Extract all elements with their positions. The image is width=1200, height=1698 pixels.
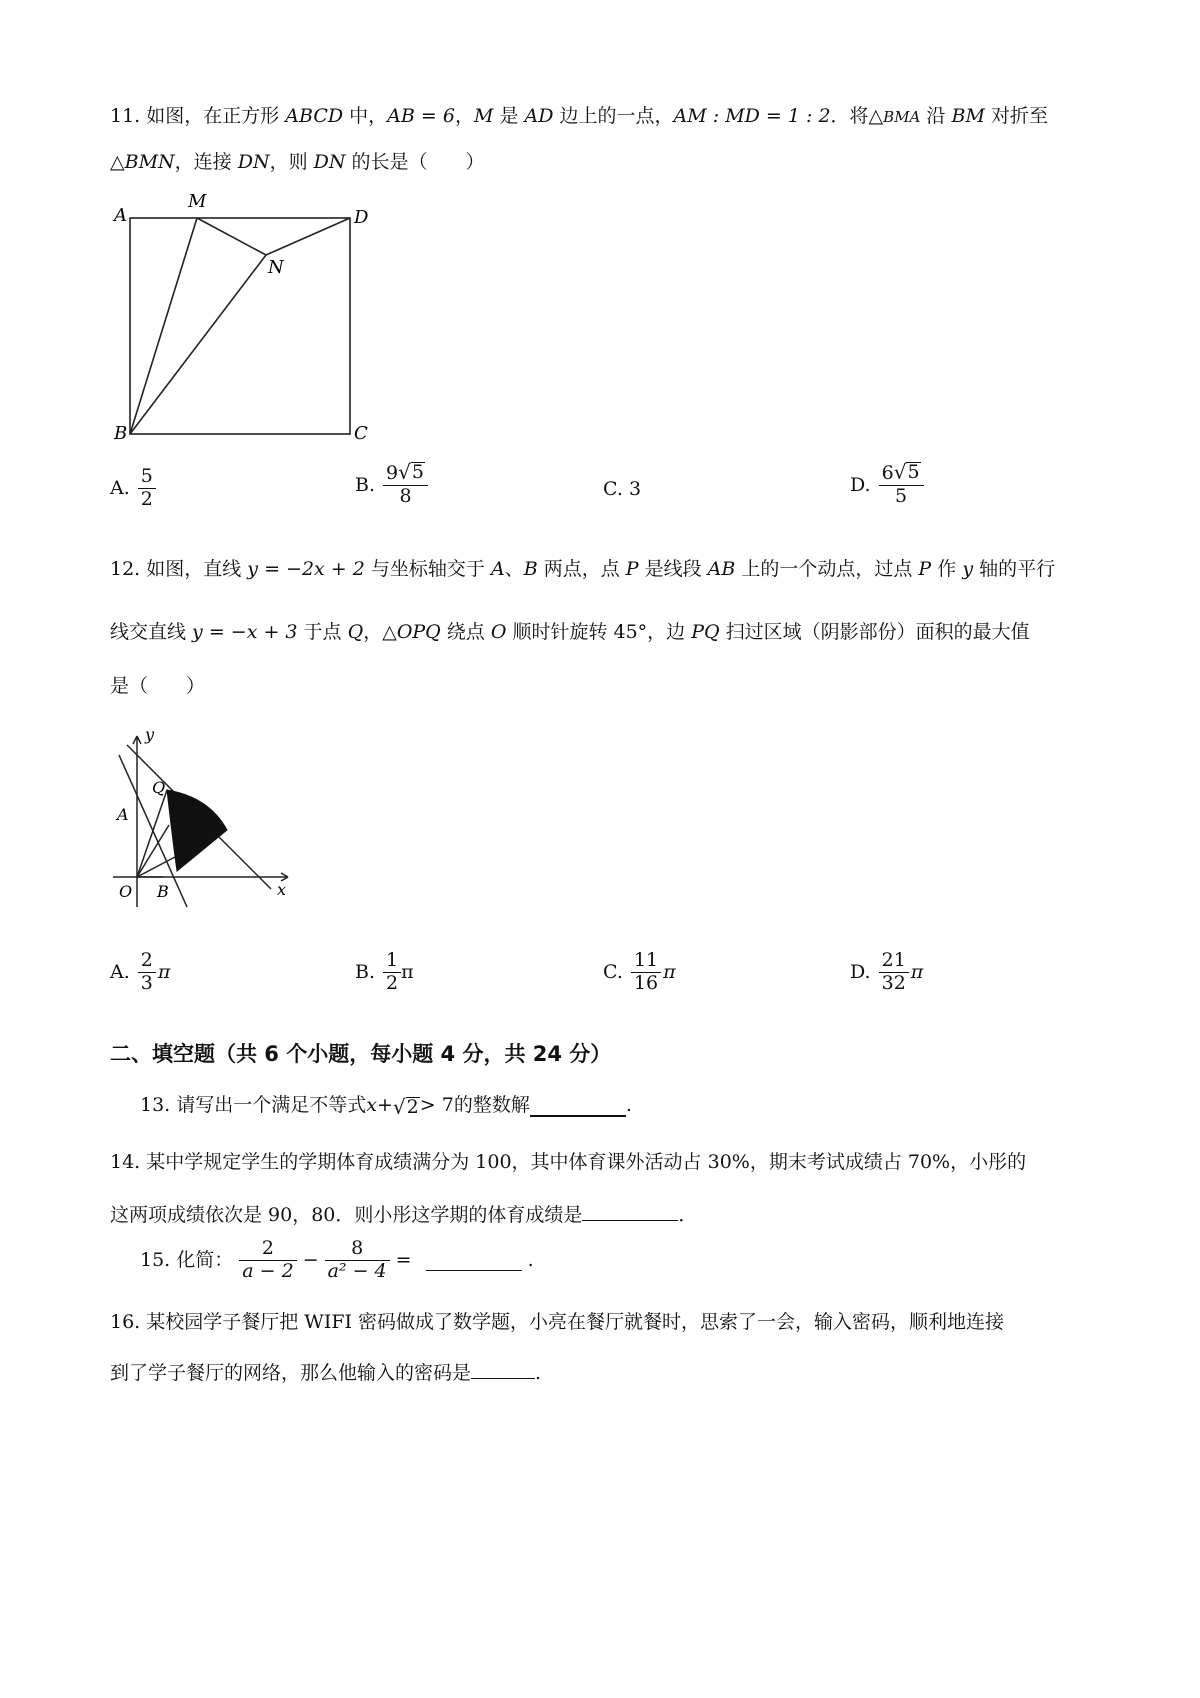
q14-line-2: 这两项成绩依次是 90，80．则小彤这学期的体育成绩是 ． xyxy=(110,1200,697,1227)
q12-line-3: 是（ ） xyxy=(110,675,206,697)
label-c: C xyxy=(354,423,368,444)
q12-line-1: 12. 如图，直线 y = −2x + 2 与坐标轴交于 A、B 两点，点 P 是线段 AB 上的一个动点，过点 P 作 y 轴的平行 xyxy=(110,558,1056,580)
answer-blank[interactable] xyxy=(530,1095,626,1117)
q12-option-c[interactable]: C. $\frac{11}{16}$ π xyxy=(603,949,676,994)
q16-line-1: 16. 某校园学子餐厅把 WIFI 密码做成了数学题，小亮在餐厅就餐时，思索了一会，输入密码，顺利地连接 xyxy=(110,1311,1005,1333)
q11-option-d[interactable]: D. 6 √ 5 5 xyxy=(850,462,924,508)
fraction: $\frac{5}{2}$ xyxy=(138,466,156,511)
fraction: $\frac{2}{3}$ xyxy=(138,950,156,995)
label-a: A xyxy=(117,805,129,824)
q12-option-a[interactable]: A. $\frac{2}{3}$ π xyxy=(110,949,171,994)
fraction: $\frac{11}{16}$ xyxy=(631,950,661,995)
section-heading: 二、填空题（共 6 个小题，每小题 4 分，共 24 分） xyxy=(110,1042,612,1066)
fraction: $\frac{8}{\text{a² − 4}}$ xyxy=(325,1238,390,1283)
label-o: O xyxy=(119,882,133,901)
square-abcd-figure xyxy=(100,185,380,445)
label-m: M xyxy=(188,191,207,212)
q14-line-1: 14. 某中学规定学生的学期体育成绩满分为 100，其中体育课外活动占 30%，期末考试成绩占 70%，小彤的 xyxy=(110,1151,1027,1173)
answer-blank[interactable] xyxy=(582,1200,678,1221)
fraction: 6 √ 5 5 xyxy=(879,462,924,508)
q13-line: 13. 请写出一个满足不等式 x + √ 2 > 7 的整数解 . xyxy=(140,1094,632,1119)
label-b: B xyxy=(114,423,128,444)
label-x: x xyxy=(277,880,287,899)
label-a: A xyxy=(114,205,127,226)
label-b: B xyxy=(157,882,169,901)
q15-line: 15. 化简： $\frac{2}{a - 2}$ − $\frac{8}{\text{a² − 4}}$ = . xyxy=(140,1237,534,1282)
q16-line-2: 到了学子餐厅的网络，那么他输入的密码是 . xyxy=(110,1358,541,1385)
q11-option-b[interactable]: B. 9 √ 5 8 xyxy=(355,462,428,508)
q11-line-1: 11. 如图，在正方形 ABCD 中，AB = 6，M 是 AD 边上的一点，AM : MD = 1 : 2．将△BMA 沿 BM 对折至 xyxy=(110,105,1048,127)
label-y: y xyxy=(145,725,155,744)
fraction: $\frac{21}{32}$ xyxy=(879,950,909,995)
q11-option-c[interactable]: C. 3 xyxy=(603,478,642,500)
q11-option-a[interactable]: A. $\frac{5}{2}$ xyxy=(110,466,156,511)
fraction: $\frac{2}{a - 2}$ xyxy=(239,1238,296,1283)
label-d: D xyxy=(354,207,369,228)
label-q: Q xyxy=(152,778,166,797)
q12-option-b[interactable]: B. $\frac{1}{2}$ π xyxy=(355,949,414,994)
fraction: $\frac{1}{2}$ xyxy=(383,950,401,995)
answer-blank[interactable] xyxy=(426,1250,522,1271)
label-n: N xyxy=(268,257,284,278)
q11-line-2: △BMN，连接 DN，则 DN 的长是（ ） xyxy=(110,151,485,173)
q12-option-d[interactable]: D. $\frac{21}{32}$ π xyxy=(850,949,924,994)
rotation-figure xyxy=(105,725,295,915)
answer-blank[interactable] xyxy=(471,1358,535,1379)
fraction: 9 √ 5 8 xyxy=(383,462,428,508)
q12-line-2: 线交直线 y = −x + 3 于点 Q，△OPQ 绕点 O 顺时针旋转 45°，边 PQ 扫过区域（阴影部份）面积的最大值 xyxy=(110,621,1030,643)
